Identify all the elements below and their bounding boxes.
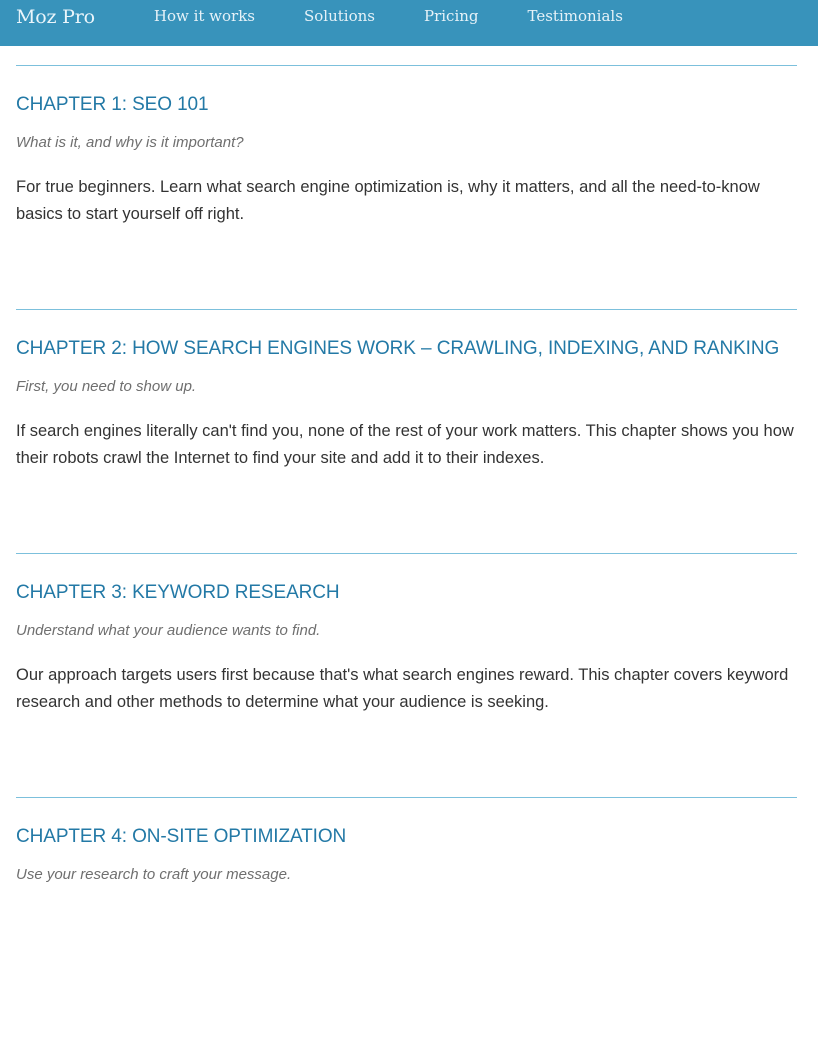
chapter-title: CHAPTER 2: HOW SEARCH ENGINES WORK – CRAWLING, INDEXING, AND RANKING — [16, 338, 780, 359]
chapter-3 — [16, 553, 797, 797]
chapter-title: CHAPTER 4: ON-SITE OPTIMIZATION — [16, 826, 347, 847]
chapters-list — [0, 65, 818, 1041]
chapter-title: CHAPTER 1: SEO 101 — [16, 94, 209, 115]
nav-link-pricing[interactable]: Pricing — [423, 7, 479, 25]
nav-link-testimonials[interactable]: Testimonials — [527, 7, 623, 25]
chapter-description: For true beginners. Learn what search engine optimization is, why it matters, and all the need-to-know basics to start yourself off right. — [16, 178, 760, 223]
nav-link-how-it-works[interactable]: How it works — [153, 7, 255, 25]
top-navbar — [0, 0, 818, 46]
chapter-4 — [16, 797, 797, 1041]
chapter-description: If search engines literally can't find you, none of the rest of your work matters. This chapter shows you how their robots crawl the Internet to find your site and add it to their indexes. — [16, 422, 794, 467]
chapter-subtitle: Use your research to craft your message. — [16, 866, 292, 883]
nav-links — [154, 0, 672, 24]
chapter-subtitle: Understand what your audience wants to find. — [16, 622, 321, 639]
chapter-1 — [16, 65, 797, 309]
chapter-title: CHAPTER 3: KEYWORD RESEARCH — [16, 582, 340, 603]
nav-link-solutions[interactable]: Solutions — [304, 7, 375, 25]
chapter-2 — [16, 309, 797, 553]
chapter-subtitle: What is it, and why is it important? — [16, 134, 244, 151]
chapter-subtitle: First, you need to show up. — [16, 378, 197, 395]
chapter-description: Our approach targets users first because that's what search engines reward. This chapter covers keyword research and other methods to determine what your audience is seeking. — [16, 666, 789, 711]
brand-logo-link[interactable]: Moz Pro — [16, 6, 95, 28]
